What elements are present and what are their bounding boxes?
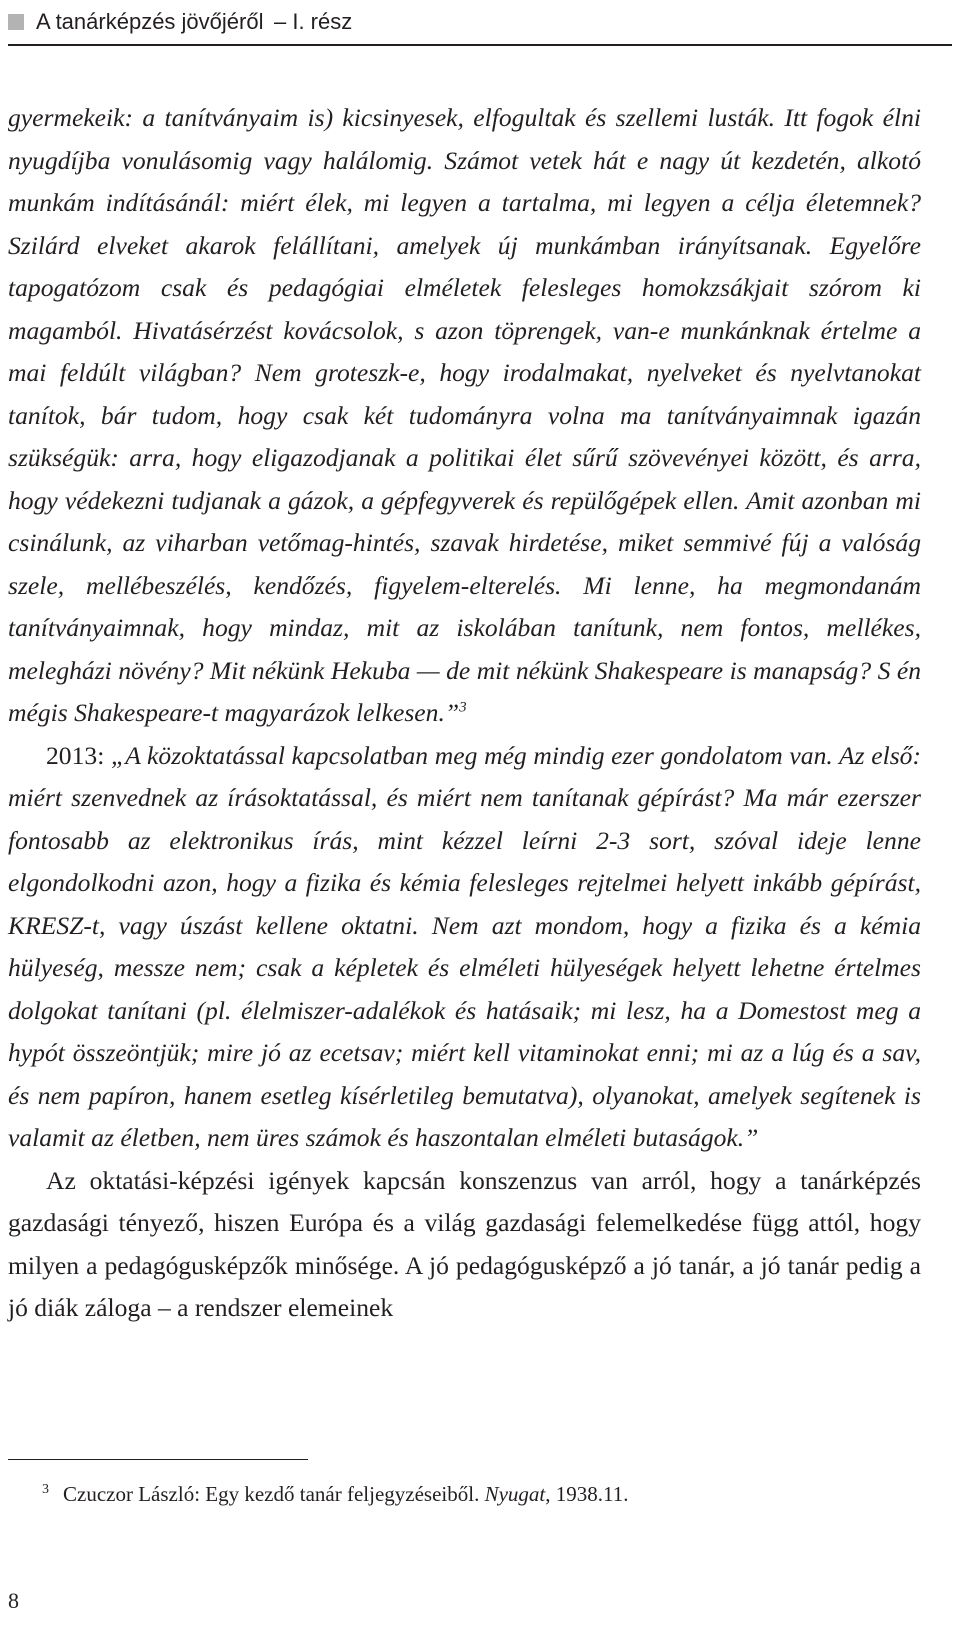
running-header [8, 6, 352, 38]
paragraph-3: Az oktatási-képzési igények kapcsán konszenzus van arról, hogy a tanárképzés gazdasági tényező, hiszen Európa és a világ gazdasági felemelkedése függ attól, hogy milyen a pedagógusképzők minősége. A jó pedagógusképző a jó tanár, a jó tanár pedig a jó diák záloga – a rendszer elemeinek [8, 1165, 921, 1322]
footnote-text-after: , 1938.11. [545, 1482, 629, 1506]
footnote-number: 3 [42, 1482, 49, 1497]
quote-2013-paragraph [8, 735, 921, 1160]
running-header-title: A tanárképzés jövőjéről – I. rész [36, 9, 353, 34]
page-number: 8 [8, 1588, 19, 1613]
footnote [42, 1475, 922, 1509]
footnote-rule [8, 1459, 308, 1460]
header-square-icon [8, 14, 24, 30]
quote-continuation-text: gyermekeik: a tanítványaim is) kicsinyesek, elfogultak és szellemi lusták. Itt fogok élni nyugdíjba vonulásomig vagy halálomig. Számot vetek hát e nagy út kezdetén, alkotó munkám indításánál: miért élek, mi legyen a tartalma, mi legyen a célja életemnek? Szilárd elveket akarok felállítani, amelyek új munkámban irányítsanak. Egyelőre tapogatózom csak és pedagógiai elméletek felesleges homokzsákjait szórom ki magamból. Hivatásérzést kovácsolok, s azon töprengek, van-e munkánknak értelme a mai feldúlt világban? Nem groteszk-e, hogy irodalmakat, nyelveket és nyelvtanokat tanítok, bár tudom, hogy csak két tudományra volna ma tanítványaimnak igazán szükségük: arra, hogy eligazodjanak a politikai élet sűrű szövevényei között, és arra, hogy védekezni tudjanak a gázok, a gépfegyverek és repülőgépek ellen. Amit azonban mi csinálunk, az viharban vetőmag-hintés, szavak hirdetése, miket semmivé fúj a valóság szele, mellébeszélés, kendőzés, figyelem-elterelés. Mi lenne, ha megmondanám tanítványaimnak, hogy mindaz, mit az iskolában tanítunk, nem fontos, mellékes, melegházi növény? Mit nékünk Hekuba — de mit nékünk Shakespeare is manapság? S én mégis Shakespeare-t magyarázok lelkesen.” [8, 103, 921, 727]
main-text [8, 97, 921, 1330]
footnote-text-before: Czuczor László: Egy kezdő tanár feljegyzéseiből. [63, 1482, 485, 1506]
footnote-reference: 3 [459, 699, 467, 716]
year-label: 2013: [46, 740, 111, 770]
quote-continuation [8, 97, 921, 735]
footnote-journal: Nyugat [484, 1482, 546, 1506]
header-rule [8, 44, 952, 46]
quote-2013-text: „A közoktatással kapcsolatban meg még mindig ezer gondolatom van. Az első: miért szenvednek az írásoktatással, és miért nem tanítanak gépírást? Ma már ezerszer fontosabb az elektronikus írás, mint kézzel leírni 2-3 sort, szóval ideje lenne elgondolkodni azon, hogy a fizika és kémia felesleges rejtelmei helyett inkább gépírást, KRESZ-t, vagy úszást kellene oktatni. Nem azt mondom, hogy a fizika és a kémia hülyeség, messze nem; csak a képletek és elméleti hülyeségek helyett lehetne értelmes dolgokat tanítani (pl. élelmiszer-adalékok és hatásaik; mi lesz, ha a Domestost meg a hypót összeöntjük; mire jó az ecetsav; miért kell vitaminokat enni; mi az a lúg és a sav, és nem papíron, hanem esetleg kísérletileg bemutatva), olyanokat, amelyek segítenek is valamit az életben, nem üres számok és haszontalan elméleti butaságok.” [8, 740, 921, 1152]
